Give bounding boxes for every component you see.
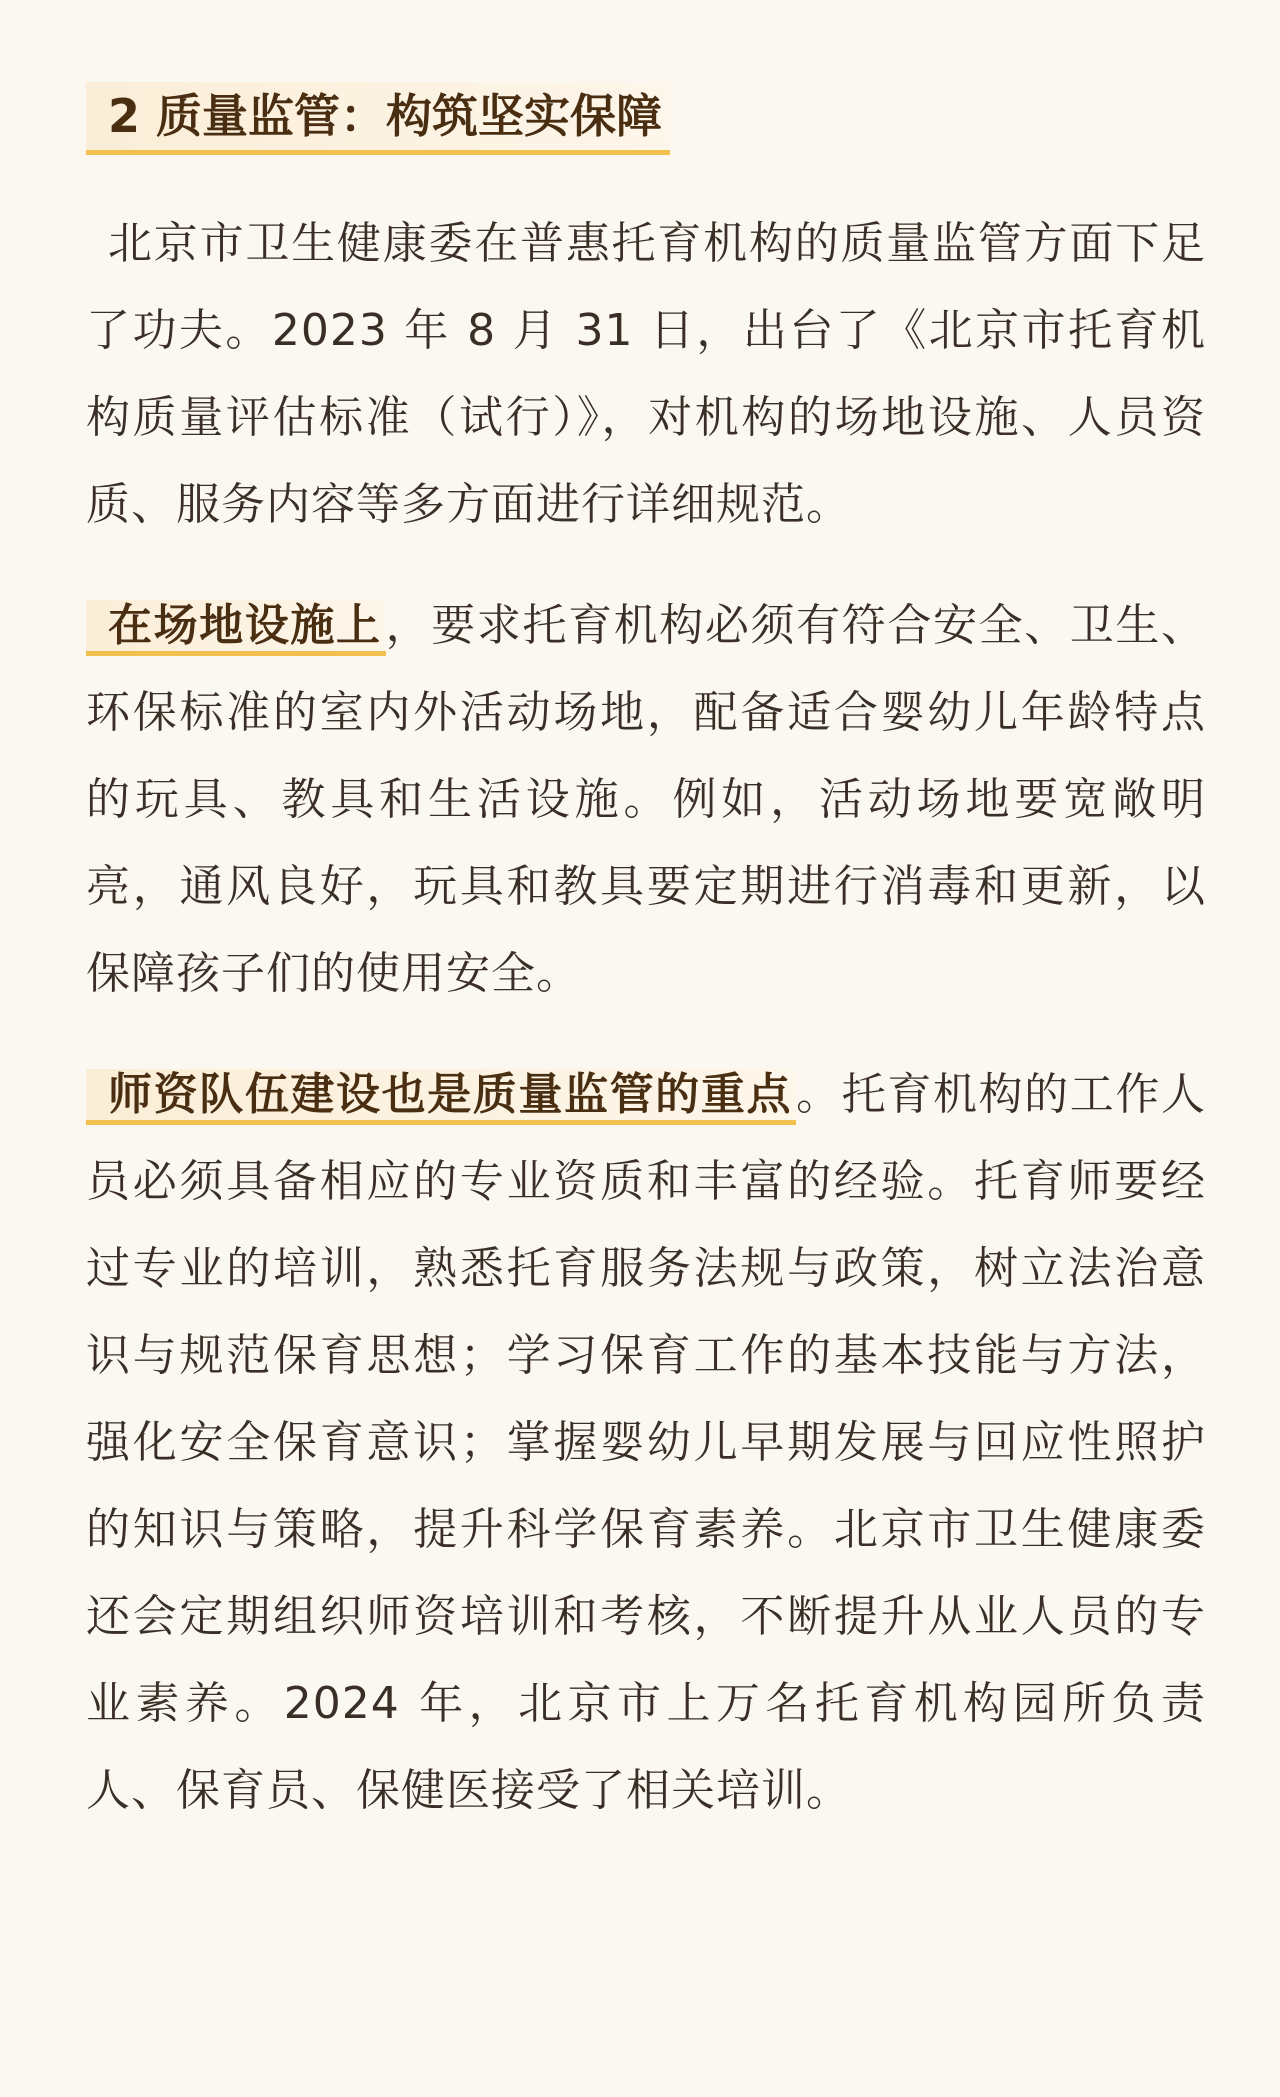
section-heading-row (86, 82, 1206, 162)
section-heading: 2 质量监管：构筑坚实保障 (86, 82, 670, 155)
highlight-facilities: 在场地设施上 (86, 600, 386, 656)
highlight-teaching-staff: 师资队伍建设也是质量监管的重点 (86, 1069, 796, 1125)
paragraph-teaching-staff (86, 1051, 1206, 1834)
paragraph-teaching-staff-body: 。托育机构的工作人员必须具备相应的专业资质和丰富的经验。托育师要经过专业的培训，熟悉托育服务法规与政策，树立法治意识与规范保育思想；学习保育工作的基本技能与方法，强化安全保育意识；掌握婴幼儿早期发展与回应性照护的知识与策略，提升科学保育素养。北京市卫生健康委还会定期组织师资培训和考核，不断提升从业人员的专业素养。2024 年，北京市上万名托育机构园所负责人、保育员、保健医接受了相关培训。 (86, 1069, 1207, 1816)
article-section (86, 82, 1206, 1834)
paragraph-facilities (86, 582, 1206, 1017)
paragraph-facilities-body: ，要求托育机构必须有符合安全、卫生、环保标准的室内外活动场地，配备适合婴幼儿年龄特点的玩具、教具和生活设施。例如，活动场地要宽敞明亮，通风良好，玩具和教具要定期进行消毒和更新，以保障孩子们的使用安全。 (86, 600, 1207, 999)
paragraph-quality-supervision: 北京市卫生健康委在普惠托育机构的质量监管方面下足了功夫。2023 年 8 月 31 日，出台了《北京市托育机构质量评估标准（试行）》，对机构的场地设施、人员资质、服务内容等多方面进行详细规范。 (86, 218, 1206, 530)
